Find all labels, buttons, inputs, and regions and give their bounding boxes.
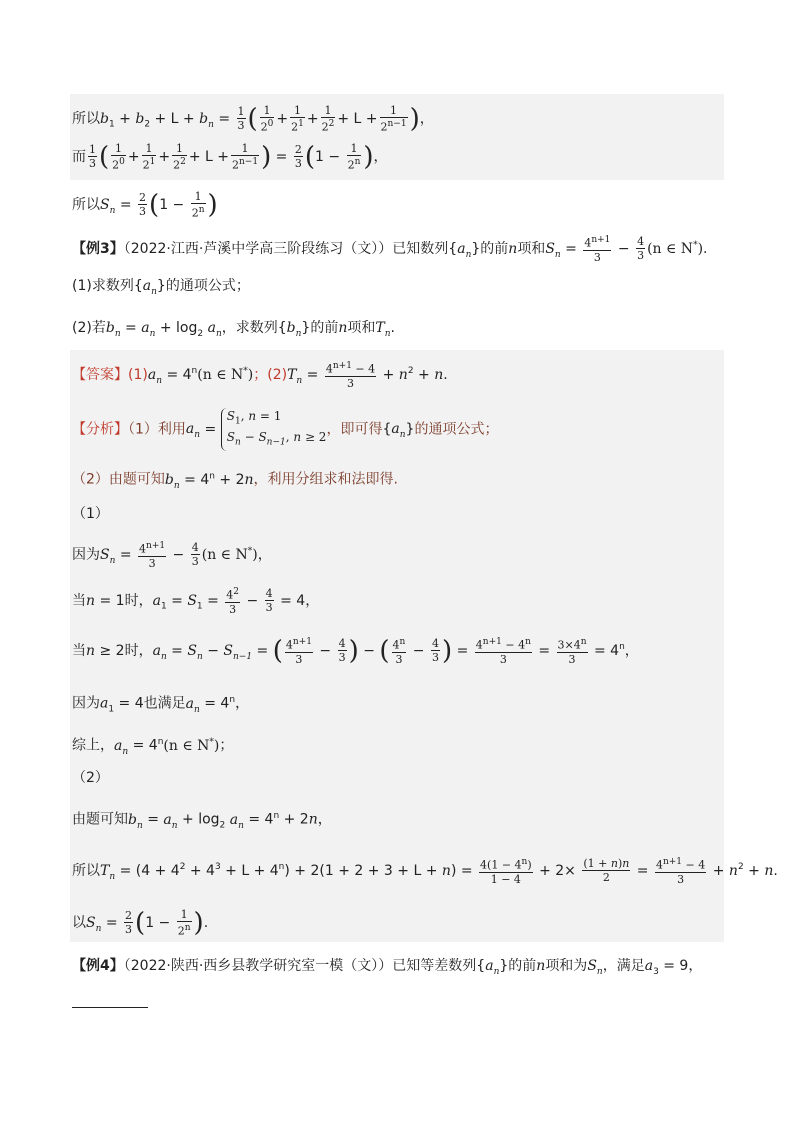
question-1: (1)求数列$\{a_n\}$的通项公式； <box>72 278 250 297</box>
analysis: 【分析】（1）利用$a_n = S_1$, n = 1 $S_n - S_{n-1}$, n ≥ 2，即可得$\{a_n\}$的通项公式； <box>72 408 498 451</box>
solution-part-2: （2） <box>72 770 109 786</box>
example-3-statement: 【例3】（2022·江西·芦溪中学高三阶段练习（文））已知数列$\{a_n\}$的前n项和$S_n$ = $\frac{4^{n+1}}{3}$ − $\frac{4}{3}$ (n ∈ N*). <box>72 235 708 264</box>
therefore-tn: 所以$T_n = (4 + 4^2 + 4^3 + L + 4^n) + 2(1 + 2 + 3 + L + n)$ = $\frac{4(1 - 4^n)}{1 - 4}$ + 2× $\frac{(1 + n)n}{2}$ = $\frac{4^{n+1} - 4}{3}$ + $n^2 + n$. <box>72 857 778 886</box>
answer: 【答案】$(1)a_n = 4^n(n$ ∈ N*)；$(2)T_n$ = $\frac{4^{n+1} - 4}{3}$ + $n^2 + n$. <box>72 361 448 390</box>
line-sn: 所以$S_n$ = $\frac{2}{3}$ (1 − $\frac{1}{2^n}$ ) <box>72 189 218 220</box>
from-bn: 由题可知$b_n = a_n + \log_2 a_n = 4^n + 2n$， <box>72 811 332 831</box>
analysis-2: （2）由题可知$b_n = 4^n + 2n$，利用分组求和法即得. <box>72 471 398 491</box>
because-sn: 因为$S_n$ = $\frac{4^{n+1}}{3}$ − $\frac{4}{3}$ (n ∈ N*)， <box>72 541 272 570</box>
question-2: (2)若$b_n = a_n + \log_2 a_n$，求数列$\{b_n\}$的前n项和$T_n$. <box>72 320 395 339</box>
summary: 综上，$a_n = 4^n(n$ ∈ N*)； <box>72 737 234 757</box>
when-n-1: 当n = 1时，$a_1 = S_1$ = $\frac{4^2}{3}$ − $\frac{4}{3}$ = 4， <box>72 587 320 616</box>
because-a1: 因为$a_1 = 4$也满足$a_n = 4^n$， <box>72 695 250 715</box>
yi-sn: 以$S_n$ = $\frac{2}{3}$ (1 − $\frac{1}{2^n}$ ). <box>72 907 209 938</box>
line-er: 而 $\frac{1}{3}$ ( $\frac{1}{2^0}$ + $\frac{1}{2^1}$ + $\frac{1}{2^2}$ + L + $\frac{1}{2^{n-1}}$ ) = $\frac{2}{3}$ (1 − $\frac{1}{2^n}$ )， <box>72 141 388 172</box>
footer-rule <box>72 1007 148 1008</box>
example-4-statement: 【例4】（2022·陕西·西乡县教学研究室一模（文））已知等差数列$\{a_n\}$的前n项和为$S_n$，满足$a_3 = 9$， <box>72 958 703 977</box>
when-n-ge-2: 当n ≥ 2时，$a_n = S_n - S_{n-1}$ = ( $\frac{4^{n+1}}{3}$ − $\frac{4}{3}$ ) − ( $\frac{4^n}{3}$ − $\frac{4}{3}$ ) = $\frac{4^{n+1} - 4^n}{3}$ = $\frac{3\times 4^n}{3}$ = $4^n$， <box>72 635 639 666</box>
solution-part-1: （1） <box>72 506 109 522</box>
line-sum-b: 所以$b_1 + b_2 + L + b_n$ = $\frac{1}{3}$ ( $\frac{1}{2^0}$ + $\frac{1}{2^1}$ + $\frac{1}{2^2}$ + L + $\frac{1}{2^{n-1}}$ )， <box>72 103 434 134</box>
